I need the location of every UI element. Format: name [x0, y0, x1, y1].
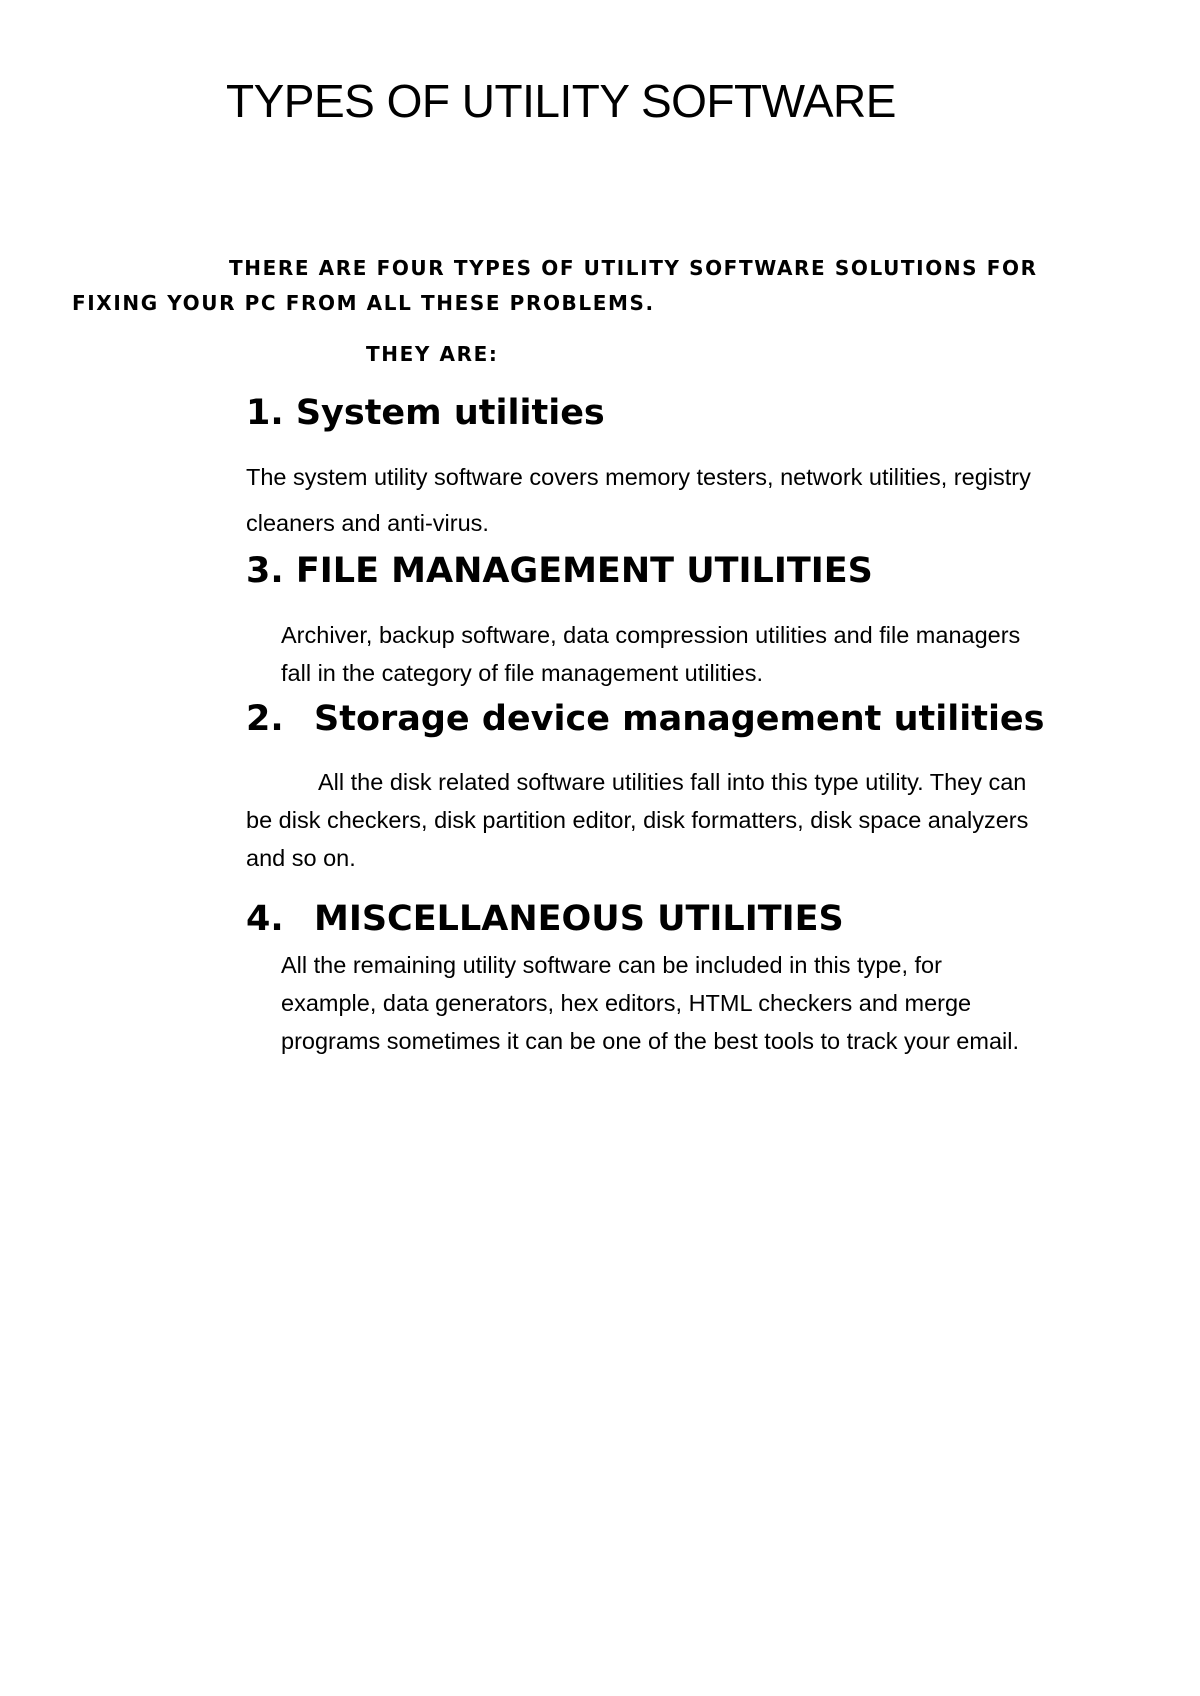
paragraph-line: cleaners and anti-virus.: [246, 510, 489, 536]
section-heading-storage-device: [246, 699, 1045, 739]
intro-line-3: THEY ARE:: [366, 342, 499, 366]
paragraph-line: All the remaining utility software can be included in this type, for: [281, 952, 942, 978]
intro-line-2: FIXING YOUR PC FROM ALL THESE PROBLEMS.: [72, 291, 655, 315]
paragraph-line: programs sometimes it can be one of the best tools to track your email.: [281, 1028, 1019, 1054]
section-title: FILE MANAGEMENT UTILITIES: [295, 551, 873, 591]
section-title: Storage device management utilities: [314, 699, 1045, 739]
section-title: System utilities: [295, 393, 605, 433]
paragraph-line: fall in the category of file management utilities.: [281, 660, 764, 686]
section-number: 2.: [246, 699, 284, 739]
paragraph-line: All the disk related software utilities fall into this type utility. They can: [318, 769, 1027, 795]
paragraph-line: and so on.: [246, 845, 356, 871]
document-title: TYPES OF UTILITY SOFTWARE: [226, 75, 896, 127]
paragraph-line: be disk checkers, disk partition editor, disk formatters, disk space analyzers: [246, 807, 1029, 833]
section-heading-system-utilities: [246, 393, 605, 433]
section-number: 3.: [246, 551, 284, 591]
section-number: 1.: [246, 393, 284, 433]
section-heading-miscellaneous: [246, 899, 844, 939]
paragraph-line: example, data generators, hex editors, HTML checkers and merge: [281, 990, 972, 1016]
paragraph-line: The system utility software covers memory testers, network utilities, registry: [246, 464, 1031, 490]
paragraph-line: Archiver, backup software, data compression utilities and file managers: [281, 622, 1021, 648]
section-number: 4.: [246, 899, 284, 939]
section-title: MISCELLANEOUS UTILITIES: [314, 899, 844, 939]
intro-line-1: THERE ARE FOUR TYPES OF UTILITY SOFTWARE SOLUTIONS FOR: [229, 256, 1038, 280]
section-heading-file-management: [246, 551, 873, 591]
